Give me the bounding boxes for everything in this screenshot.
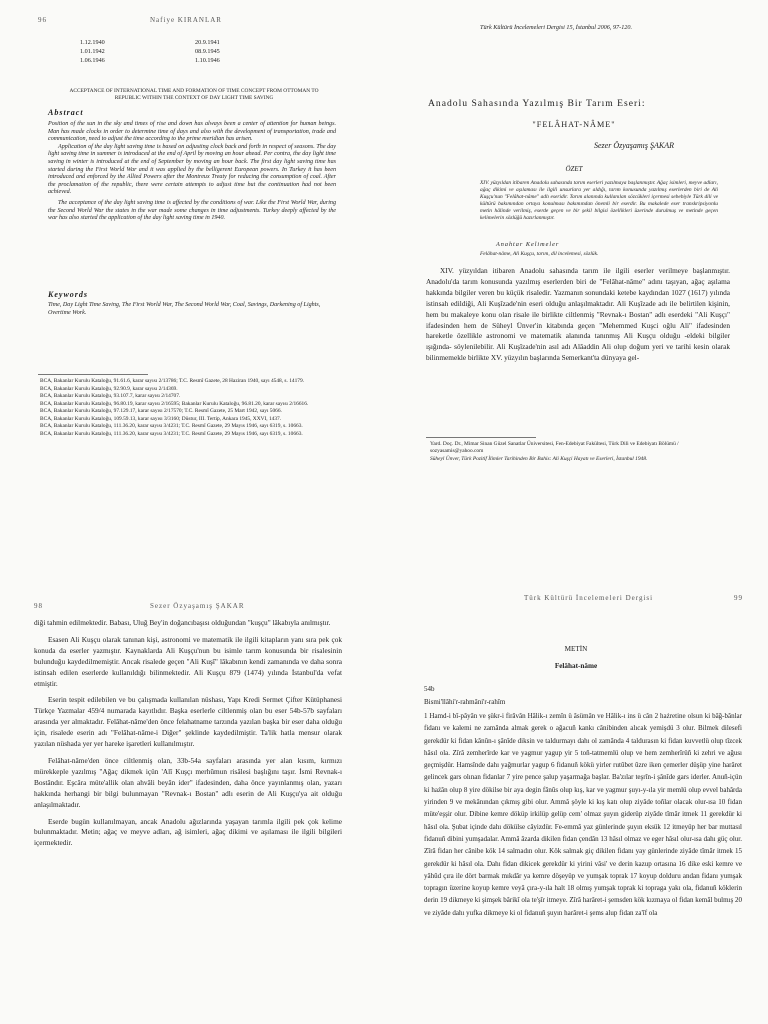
abstract-heading: Abstract: [48, 108, 84, 117]
body-paragraph: XIV. yüzyıldan itibaren Anadolu sahasında tarım ile ilgili eserler verilmeye başlanmıştır. Anadolu'da tarım konusunda yazılmış eserlerden biri de "Felâhat-nâme" adını taşıyan, ağaç aşılama hakkında bilgiler veren bu küçük risaledir. Yazmanın sonundaki ketebe kaydından 1027 (1617) yılında istinsah edildiği, Ali Kuşîzade'nin eseri olduğu anlaşılmaktadır. Ali Kuşîzade adı ile belirtilen kişinin, hem bu makaleye konu olan risale ile birlikte ciltlenmiş "Revnak-ı Bostan" adlı eserdeki "Ali Kuşçı" ifadesinden hem de Süheyl Ünver'in kitabında geçen "Mehemmed Kuşci oğlu Ali" ifadesinden hareketle özellikle astronomi ve matematik alanında tanınmış Ali Kuşçu olduğu -eldeki bilgiler ışığında- söylenilebilir. Ali Kuşîzade'nin asıl adı Alâaddin Ali olup doğum yeri ve tarihi kesin olarak bilinmemekle birlikte XV. yüzyılın başlarında Semerkant'ta dünyaya gel-: [426, 266, 730, 363]
abstract-paragraph: Application of the day light saving time is based on adjusting clock back and forth in respect of seasons. The day light saving time in summer is introduced at the end of April by moving an hour ahead. Per contra, the day light time saving in winter is introduced at the end of September by moving an hour back. The first day light saving time has started during the First World War and it was applied by the belligerent European powers. In Turkey it has been introduced and enforced by the Allied Powers after the Montreux Treaty for reducing the consumption of coal. After the proclamation of the republic, there were certain attempts to adjust time but the continuation had not been achieved.: [48, 143, 336, 196]
footnote: BCA, Bakanlar Kurulu Kataloğu, 96.80.19, karar sayısı 2/16595; Bakanlar Kurulu Kataloğu, 96.81.20, karar sayısı 2/16616.: [40, 400, 309, 407]
abstract-body: [48, 121, 336, 223]
ozet-text: XIV. yüzyıldan itibaren Anadolu sahasında tarım eserleri yazılmaya başlanmıştır. Ağaç isimleri, meyve adları, ağaç dikimi ve aşılaması ile ilgili unsurlara yer aldığı, tarım konusunda yazılmış eserlerden biri de Ali Kuşçu'nun "Felâhat-nâme" adlı eseridir. Tarım alanında kullanılan sözcükleri içermesi sebebiyle Türk dili ve kültürü bakımından ortaya konulması bakımından önemli bir eserdir. Bu makalede eser transkripsiyonlu metin hâlinde verilmiş, eserde geçen ve bir şekil bilgisi özellikleri üzerinde durulmuş ve metinde geçen kelimelerin sözlüğü hazırlanmıştır.: [480, 180, 718, 221]
date-item: 20.9.1941: [195, 39, 220, 46]
footnote: BCA, Bakanlar Kurulu Kataloğu, 93.107.7, karar sayısı 2/14707.: [40, 393, 181, 399]
dates-left: [80, 38, 105, 65]
keywords-text: Time, Day Light Time Saving, The First World War, The Second World War, Coal, Savings, Darkening of Lights, Overtime Work.: [48, 302, 321, 316]
ozet-heading: ÖZET: [565, 165, 583, 173]
footnote: BCA, Bakanlar Kurulu Kataloğu, 97.129.17, karar sayısı 2/17570; T.C. Resmî Gazete, 25 Mart 1942, sayı 5066.: [40, 408, 282, 414]
paragraph: Eserde bugün kullanılmayan, ancak Anadolu ağızlarında yaşayan tarımla ilgili pek çok kelime bulunmaktadır. Metin; ağaç ve meyve adları, ağ isimleri, ağaç dikimi ve aşılaması ile ilgili bilgileri içermektedir.: [34, 816, 342, 848]
page-98: [0, 512, 384, 1024]
footnote: BCA, Bakanlar Kurulu Kataloğu, 111.36.20, karar sayısı 3/4231; T.C. Resmî Gazete, 29 Mayıs 1946, sayı 6319, s. 10663.: [40, 423, 303, 429]
article-subtitle: "FELÂHAT-NÂME": [532, 120, 616, 129]
paragraph: diği tahmin edilmektedir. Babası, Uluğ Bey'in doğancıbaşısı olduğundan "kuşçu" lâkabıyla anılmıştır.: [34, 618, 331, 627]
page-96: [0, 0, 384, 512]
page-number: 96: [38, 16, 47, 24]
footnote-rule: [38, 374, 148, 375]
footnote: BCA, Bakanlar Kurulu Kataloğu, 91.61.6, karar sayısı 2/13786; T.C. Resmî Gazete, 28 Haziran 1940, sayı 4548, s. 14179.: [40, 378, 305, 384]
keywords-heading: Keywords: [48, 290, 88, 299]
keywords-heading: Anahtar Kelimeler: [496, 241, 560, 248]
english-title: ACCEPTANCE OF INTERNATIONAL TIME AND FORMATION OF TIME CONCEPT FROM OTTOMAN TO REPUBLIC WITHIN THE CONTEXT OF DAY LIGHT TIME SAVING: [69, 88, 319, 101]
journal-line: Türk Kültürü İncelemeleri Dergisi 15, İstanbul 2006, 97-120.: [480, 24, 633, 31]
footnote: BCA, Bakanlar Kurulu Kataloğu, 109.59.13, karar sayısı 3/3160; Düstur, III. Tertip, Ankara 1945, XXVI, 1437.: [40, 415, 282, 422]
running-head: Sezer Özyaşamış ŞAKAR: [150, 602, 245, 610]
article-title: Anadolu Sahasında Yazılmış Bir Tarım Eseri:: [428, 98, 646, 109]
author: Sezer Özyaşamış ŞAKAR: [594, 141, 674, 150]
paragraph: Eserin tespit edilebilen ve bu çalışmada kullanılan nüshası, Yapı Kredi Sermet Çifter Kütüphanesi Türkçe Yazmalar 459/4 numarada kayıtlıdır. Başka eserlerle ciltlenmiş olan bu eser 54b-57b sayfaları arasında yer almaktadır. Felâhat-nâme'den önce felahatname tarzında yazılan başka bir eser daha olduğu için, risalede eserin adı "Felâhat-nâme-i Diğer" şeklinde kaydedilmiştir. Ta'lik hatla mensur olarak yazılan nüshada yer yer hareke işaretleri kullanılmıştır.: [34, 695, 342, 749]
abstract-paragraph: Position of the sun in the sky and times of rise and down has always been a center of attention for human beings. Man has made clocks in order to determine time of days and also with the development of transportation, trade and communication, need to adjust the time according to the prime meridian has arisen.: [48, 121, 336, 143]
running-head: Nafiye KIRANLAR: [150, 16, 222, 24]
footnotes: [40, 378, 340, 438]
body-text: [34, 618, 342, 849]
running-head: Türk Kültürü İncelemeleri Dergisi: [524, 594, 654, 602]
date-item: 08.9.1945: [195, 48, 220, 55]
paragraph: Esasen Ali Kuşçu olarak tanınan kişi, astronomi ve matematik ile ilgili kitapların yanı sıra pek çok konuda da eserler yazmıştır. Kaynaklarda Ali Kuşçu'nun bu isimle tarım konusunda bir risalesinin bulunduğu kaydedilmemiştir. Ancak risalede geçen "Ali Kuşî" lâkabının kendi zamanında ve daha sonra istinsah edilen eserlerde kullanıldığı bilinmektedir. Ali Kuşçu 879 (1474) yılında İstanbul'da vefat etmiştir.: [34, 634, 342, 688]
date-item: 1.01.1942: [80, 48, 105, 55]
footnote: Yard. Doç. Dr., Mimar Sinan Güzel Sanatlar Üniversitesi, Fen-Edebiyat Fakültesi, Türk Dili ve Edebiyatı Bölümü / sozyasamis@yahoo.com: [430, 441, 679, 454]
metin-heading: METİN: [564, 645, 588, 653]
work-title: Felâhat-nâme: [554, 662, 598, 670]
page-99: [384, 512, 768, 1024]
page-number: 98: [34, 602, 43, 610]
date-item: 1.10.1946: [195, 57, 220, 64]
abstract-paragraph: The acceptance of the day light saving time is affected by the conditions of war. Like the First World War, during the Second World War the states in the war made some changes in time adjustments. Turkey deeply affected by the war has also started the application of the day light saving time in 1940.: [48, 199, 336, 222]
dates-right: [195, 38, 220, 65]
footnote: Süheyl Ünver, Türk Pozitif İlimler Tarihinden Bir Bahis: Ali Kuşçi Hayatı ve Eserleri, İstanbul 1948.: [430, 455, 648, 462]
basmala: Bismi'llâhi'r-rahmâni'r-rahîm: [424, 698, 506, 706]
page-number: 99: [734, 594, 743, 602]
footnote: BCA, Bakanlar Kurulu Kataloğu, 92.90.9, karar sayısı 2/14369.: [40, 385, 178, 392]
date-item: 1.06.1946: [80, 57, 105, 64]
folio-number: 54b: [424, 685, 435, 693]
paragraph: Felâhat-nâme'den önce ciltlenmiş olan, 33b-54a sayfaları arasında yer alan kısım, kırmızı mürekkeple yazılmış "Ağaç dikmek içün 'Alî Kuşçı merhûmun risâlesi başlığını taşır. İsmi Revnak-ı Bostândır. Eşcâra müte'allik olan ahvâli beyân ider" ifadesinden, daha önce yayınlanmış olan, yazarı hakkında herhangi bir bilgi bulunmayan "Revnak-ı Bostan" adlı eserin de Ali Kuşçu'ya ait olduğu anlaşılmaktadır.: [34, 755, 342, 809]
footnotes: [430, 441, 730, 463]
page-97: [384, 0, 768, 512]
transcribed-text: 1 Hamd-i bî-pâyân ve şükr-i firâvân Hâlik-ı zemîn ü âsümân ve Hâlik-ı ins ü cân 2 hażretine olsun ki bâğ-bânlar fidanı ve kalemi ne zamânda almak gerek o ağacuñ kankı cânibinden alıcak yemişdü 3 olur. Bilmek dilesefi gerekdür ki fidan kânûn-ı şânîde diksin ve taldurmayı dahı ol zamânda 4 taldurasın ki fidan kuvvetlü olup tîzcek hâsıl ola. Zîrâ zemherîrde kar ve yagmur yagup yir 5 toñ-tatmemlü olup ve hem zemherîrüñ ki zehri ve ağusı geçmişdür. Hamsînde dahı yağmurlar yagup 6 fidanuñ kökü yirler rutûbet ûzre iken çemerler düşüp yine harâret gelincek gars olınan fidanlar 7 yire pence şalup yaşarmağa başlar. Ba'zılar teşrîn-i şânîde gars iderler. Anuñ-içün ki haźân olup 8 yire dökilse bir aya degin fânûs olup kış, kar ve yagmur şuyı-y-ıla yir memlü olup evvel bahârda yirinden 9 ve mekânından çıkmış gibi olur. Ammâ şöyle ki kış katı olup ziyâde toñlar olacak olur-ısa 10 fidan müte'eşşir olur. Dibine kemre döküp irkilüp gelüp cem' olmaz şuyın giderüp ziyâde tîmâr itmek 11 gerekdür ki hâsıl ola. Şubat içinde dahı dökülse câyizdür. Fe-emmâ yaz günlerinde şuyın eksük 12 itmeyüp her bar muttasıl fidanuñ dibini yumşadalar. Ammâ âzarda dikilen fidan çendân 13 hâsıl olmaz ve eger hâsıl olur-ısa dahı güç olur. Zîrâ fidan her cânibe kök 14 salmadın olur. Kök salmak giç dikilen fidanı yay günlerinde ziyâde tîmâr itmek 15 gerekdür ki hâsıl ola. Dahı fidan dikicek gerekdür ki yirini vâsi' ve derin kazup ortasına 16 dike eski kemre ve yâhûd çıra ile dört barmak mıkdâr ya kemre döşeyüp ve yumşak toprak 17 koyup dolduru andan fidanı yumşak topragın üzerine koyup kemre veyâ çıra-y-ıla halt 18 olmış yumşak toprak ki topraga yakı ola, fidanuñ köklerin derin 19 dikmeye ki şimşek bârikî ola te'şîr itmeye. Zîrâ harâret-i şemsden kök kızmaya ol fidan kemâl bulmış 20 ve ziyâde dahı yufka dikmeye ki ol fidanuñ şuyın harâret-i şems alup fidan za'îf ola: [424, 712, 742, 917]
keywords-text: Felâhat-nâme, Ali Kuşçu, tarım, dil incelemesi, sözlük.: [480, 251, 599, 257]
footnote: BCA, Bakanlar Kurulu Kataloğu, 111.36.20, karar sayısı 3/4231; T.C. Resmî Gazete, 29 Mayıs 1946, sayı 6319, s. 10663.: [40, 430, 303, 437]
date-item: 1.12.1940: [80, 39, 105, 46]
footnote-rule: [426, 437, 536, 438]
